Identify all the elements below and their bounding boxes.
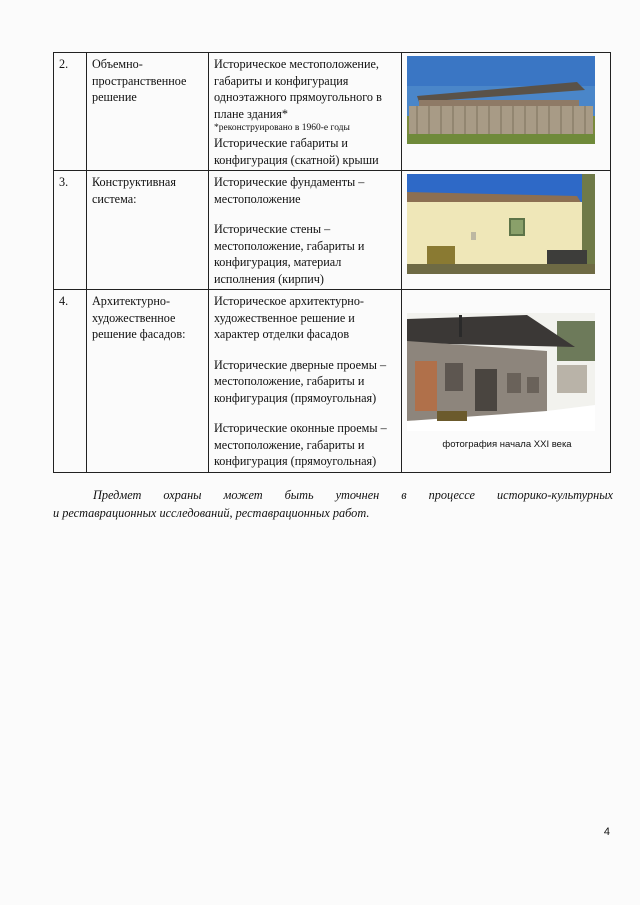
page-number: 4 [603,826,610,838]
photo-cell [402,290,611,473]
building-photo-2 [407,174,595,274]
row-number: 4. [54,290,87,473]
description-text: Исторические стены – местоположение, габариты и конфигурация, материал исполнения (кирпич) [214,222,365,286]
row-number: 2. [54,53,87,171]
photo-caption: фотография начала XXI века [442,439,572,450]
row-description [209,290,402,473]
note-line-1: Предмет охраны может быть уточнен в процессе историко-культурных [93,488,613,502]
description-text: Историческое местоположение, габариты и конфигурация одноэтажного прямоугольного в плане здания* [214,57,382,121]
table-row [54,171,611,290]
note-line-2: и реставрационных исследований, реставрационных работ. [53,506,370,520]
table-row [54,53,611,171]
table-row [54,290,611,473]
row-name: Архитектурно-художественное решение фасадов: [87,290,209,473]
description-text: Исторические фундаменты – местоположение [214,175,365,206]
description-text: Исторические габариты и конфигурация (скатной) крыши [214,136,379,167]
photo-cell [402,171,611,290]
description-text: Исторические оконные проемы – местоположение, габариты и конфигурация (прямоугольная) [214,421,387,468]
row-description [209,171,402,290]
protection-note [53,486,613,522]
row-number: 3. [54,171,87,290]
building-photo-3 [407,313,595,431]
row-name: Объемно-пространственное решение [87,53,209,171]
description-text: Исторические дверные проемы – местоположение, габариты и конфигурация (прямоугольная) [214,357,387,405]
footnote-text: *реконструировано в 1960-е годы [214,123,350,133]
photo-cell [402,53,611,171]
row-description [209,53,402,171]
protection-subject-table [53,52,611,473]
description-text: Историческое архитектурно-художественное решение и характер отделки фасадов [214,294,364,341]
building-photo-1 [407,56,595,144]
row-name: Конструктивная система: [87,171,209,290]
